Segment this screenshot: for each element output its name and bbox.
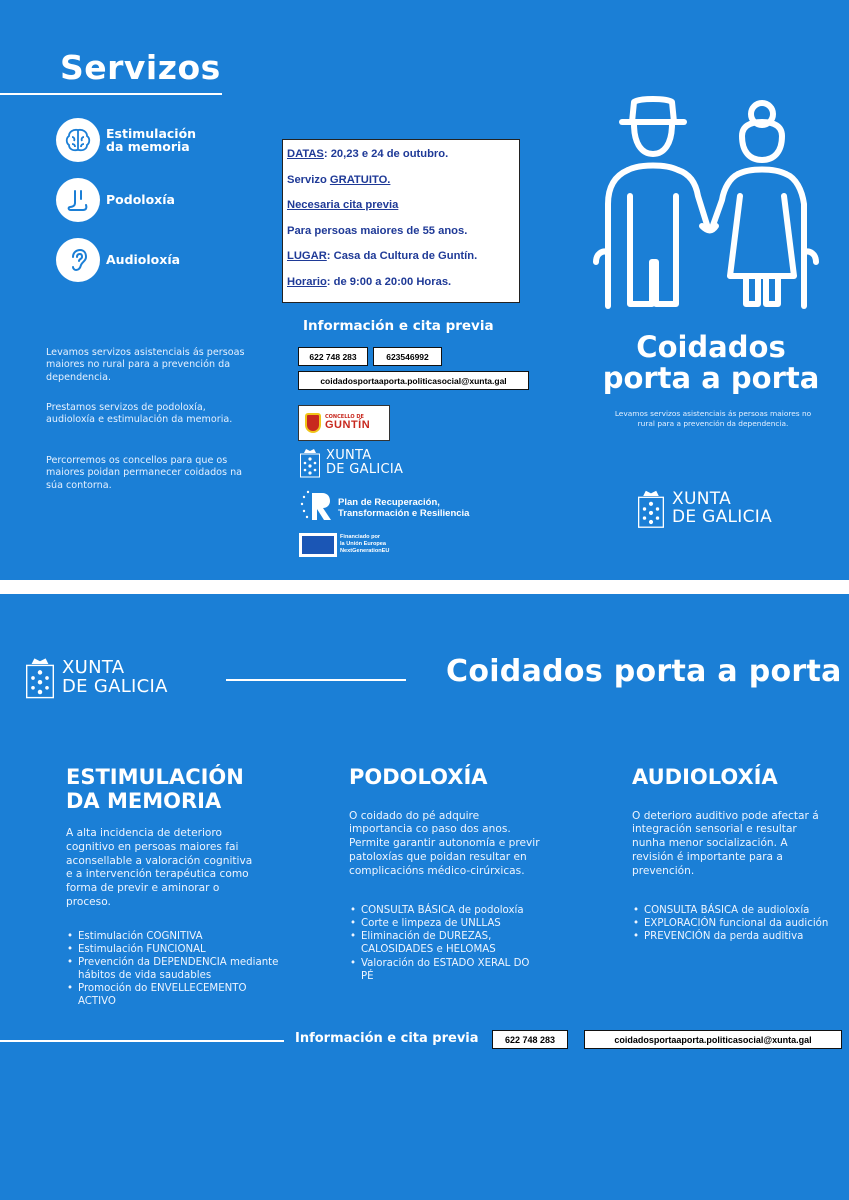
xunta-logo: XUNTA DE GALICIA — [300, 448, 403, 478]
brain-icon — [56, 118, 100, 162]
xunta-logo-header: XUNTA DE GALICIA — [26, 656, 168, 700]
xunta-emblem-icon — [26, 656, 54, 700]
column-list — [66, 930, 286, 1008]
column-title: AUDIOLOXÍA — [632, 765, 778, 789]
column-title: PODOLOXÍA — [349, 765, 488, 789]
list-item: • Corte e limpeza de UNLLAS — [349, 917, 545, 930]
column-audiology — [632, 766, 844, 943]
xunta-emblem-icon — [638, 489, 664, 529]
column-list — [632, 904, 844, 943]
list-item: • Prevención da DEPENDENCIA mediante hábitos de vida saudables — [66, 956, 286, 982]
hero-subtitle: Levamos servizos asistenciais ás persoas maiores no rural para a prevención da dependencia. — [614, 409, 812, 428]
ear-icon — [56, 238, 100, 282]
intro-paragraph: Levamos servizos asistenciais ás persoas maiores no rural para a prevención da dependencia. — [46, 347, 245, 383]
contact-email[interactable]: coidadosportaaporta.politicasocial@xunta.gal — [298, 371, 529, 390]
services-paragraph: Prestamos servizos de podoloxía, audioloxía e estimulación da memoria. — [46, 402, 233, 426]
list-item: • CONSULTA BÁSICA de audioloxía — [632, 904, 844, 917]
column-memory — [66, 766, 286, 1008]
list-item: • CONSULTA BÁSICA de podoloxía — [349, 904, 545, 917]
coat-of-arms-icon — [305, 413, 321, 433]
services-title: Servizos — [60, 48, 221, 87]
contact-heading: Información e cita previa — [295, 1031, 479, 1046]
location-line: LUGAR: Casa da Cultura de Guntín. — [287, 250, 478, 262]
column-paragraph: A alta incidencia de deterioro cognitivo en persoas maiores fai aconsellable a valoración cognitiva e a intervención terapéutica como forma de previr e aminorar o proceso. — [66, 827, 253, 908]
list-item: • Promoción do ENVELLECEMENTO ACTIVO — [66, 982, 286, 1008]
appointment-required-line: Necesaria cita previa — [287, 199, 399, 211]
list-item: • PREVENCIÓN da perda auditiva — [632, 930, 844, 943]
eu-flag-icon — [299, 533, 337, 557]
column-podology — [349, 766, 549, 983]
free-service-line: Servizo GRATUITO. — [287, 173, 391, 186]
brochure-outer-panel — [0, 0, 849, 580]
service-item-podology — [56, 178, 175, 222]
list-item: • Estimulación COGNITIVA — [66, 930, 286, 943]
services-divider — [0, 93, 222, 95]
page-title: Coidados porta a porta — [446, 654, 842, 689]
list-item: • Valoración do ESTADO XERAL DO PÉ — [349, 957, 545, 983]
recovery-plan-text: Plan de Recuperación, Transformación e Resiliencia — [338, 497, 470, 520]
footer-divider — [0, 1040, 284, 1042]
phone-number[interactable]: 622 748 283 — [492, 1030, 568, 1049]
hours-line: Horario: de 9:00 a 20:00 Horas. — [287, 275, 452, 288]
column-list — [349, 904, 545, 982]
column-paragraph: O deterioro auditivo pode afectar á integración sensorial e resultar nunha menor socialización. A revisión é importante para a prevención. — [632, 809, 819, 877]
phone-number-1[interactable]: 622 748 283 — [298, 347, 368, 366]
header-divider — [226, 679, 406, 681]
xunta-logo-right: XUNTA DE GALICIA — [638, 489, 772, 529]
recovery-plan-logo — [300, 489, 334, 527]
brochure-inner-panel — [0, 594, 849, 1200]
event-details-box — [282, 139, 520, 303]
list-item: • Estimulación FUNCIONAL — [66, 943, 286, 956]
list-item: • EXPLORACIÓN funcional da audición — [632, 917, 844, 930]
column-paragraph: O coidado do pé adquire importancia co paso dos anos. Permite garantir autonomía e previr patoloxías que poidan resultar en complicacións médico-cirúrxicas. — [349, 809, 540, 877]
service-label: Podoloxía — [106, 192, 175, 208]
contact-email[interactable]: coidadosportaaporta.politicasocial@xunta.gal — [584, 1030, 842, 1049]
dates-line: DATAS: 20,23 e 24 de outubro. — [287, 148, 449, 160]
contact-heading: Información e cita previa — [303, 318, 494, 334]
elderly-couple-icon — [590, 92, 828, 320]
phone-number-2[interactable]: 623546992 — [373, 347, 442, 366]
service-label: Estimulación da memoria — [106, 125, 197, 154]
column-title: ESTIMULACIÓN DA MEMORIA — [66, 765, 244, 813]
concello-guntin-logo: CONCELLO DE GUNTÍN — [298, 405, 390, 441]
xunta-emblem-icon — [300, 448, 320, 478]
recovery-plan-icon — [300, 489, 334, 523]
list-item: • Eliminación de DUREZAS, CALOSIDADES e HELOMAS — [349, 930, 545, 956]
eu-funding-text: Financiado por la Unión Europea NextGenerationEU — [340, 534, 390, 554]
foot-icon — [56, 178, 100, 222]
service-label: Audioloxía — [106, 252, 181, 268]
service-item-audiology — [56, 238, 180, 282]
age-requirement-line: Para persoas maiores de 55 anos. — [287, 224, 468, 237]
mission-paragraph: Percorremos os concellos para que os maiores poidan permanecer coidados na súa contorna. — [46, 455, 243, 491]
service-item-memory — [56, 118, 196, 162]
hero-title: Coidados porta a porta — [602, 330, 820, 396]
